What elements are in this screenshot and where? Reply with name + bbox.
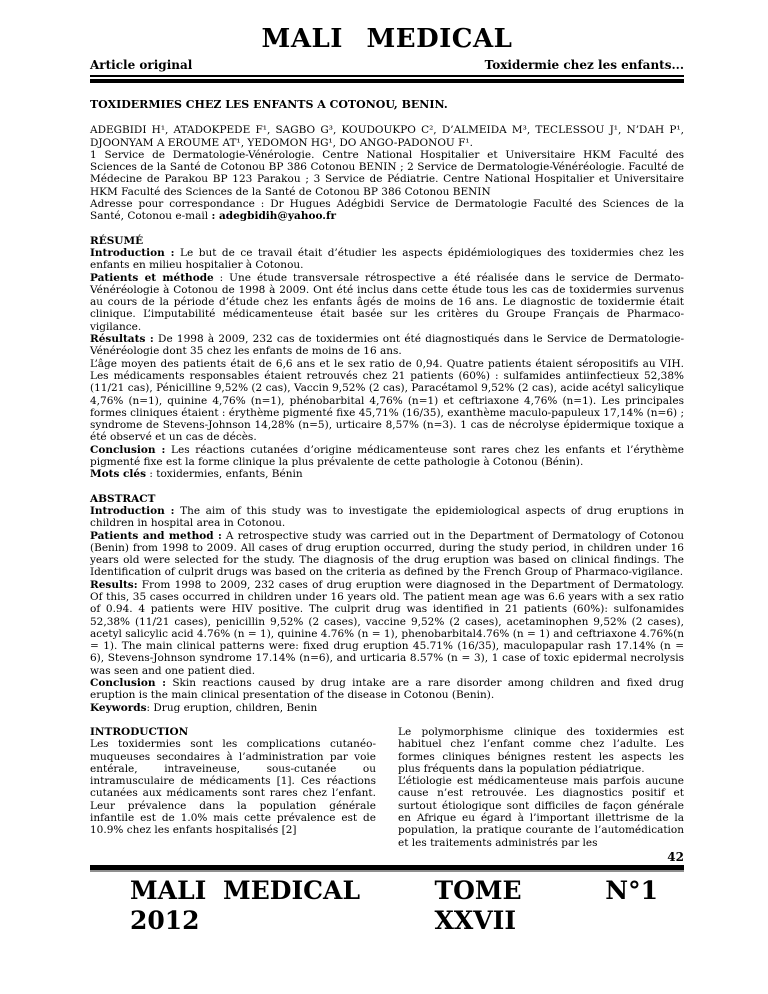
paragraph-label: Mots clés bbox=[90, 468, 147, 481]
paragraph-text: : toxidermies, enfants, Bénin bbox=[146, 468, 303, 481]
article-title: TOXIDERMIES CHEZ LES ENFANTS A COTONOU, BENIN. bbox=[90, 98, 448, 111]
paragraph-text: Skin reactions caused by drug intake are a rare disorder among children and fixed drug eruption is the main clinical presentation of the disease in Cotonou (Benin). bbox=[90, 677, 684, 702]
footer-double-rule bbox=[90, 865, 684, 872]
paragraph-label: Keywords bbox=[90, 701, 147, 714]
abstract-heading: ABSTRACT bbox=[90, 492, 156, 505]
abstract-paragraph-conclusion bbox=[90, 677, 684, 702]
paragraph-text: : Drug eruption, children, Benin bbox=[146, 701, 318, 714]
resume-paragraph-mots-cles bbox=[90, 468, 684, 480]
paragraph-label: Résultats : bbox=[90, 333, 154, 346]
rule-thick bbox=[90, 79, 684, 83]
header-double-rule bbox=[90, 75, 684, 83]
correspondence-text: Adresse pour correspondance : Dr Hugues Adégbidi Service de Dermatologie Faculté des Sciences de la Santé, Cotonou e-mail bbox=[90, 198, 684, 223]
affiliations: 1 Service de Dermatologie-Vénérologie. Centre National Hospitalier et Universitaire HKM Faculté des Sciences de la Santé de Cotonou BP 386 Cotonou BENIN ; 2 Service de Dermatologie-Vénéréologie. Faculté de Médecine de Parakou BP 123 Parakou ; 3 Service de Pédiatrie. Centre National Hospitalier et Universitaire HKM Faculté des Sciences de la Santé de Cotonou BP 386 Cotonou BENIN bbox=[90, 148, 684, 198]
article-type-label: Article original bbox=[90, 58, 193, 72]
page-header bbox=[90, 24, 684, 83]
paragraph-text: A retrospective study was carried out in the Department of Dermatology of Cotonou (Benin) from 1998 to 2009. All cases of drug eruption occurred, during the study period, in children under 16 years old were selected for the study. The diagnosis of the drug eruption was based on clinical findings. The Identification of culprit drugs was based on the criteria as defined by the French Group of Pharmaco-vigilance. bbox=[90, 529, 684, 579]
header-topline bbox=[90, 58, 684, 72]
resume-paragraph-conclusion bbox=[90, 444, 684, 469]
paragraph-label: Introduction : bbox=[90, 504, 175, 517]
paragraph-text: De 1998 à 2009, 232 cas de toxidermies ont été diagnostiqués dans le Service de Dermatologie-Vénéréologie dont 35 chez les enfants de moins de 16 ans. bbox=[90, 333, 684, 358]
introduction-right-paragraph-2: L’étiologie est médicamenteuse mais parfois aucune cause n’est retrouvée. Les diagnostics positif et surtout étiologique sont difficiles de façon générale en Afrique eu égard à l’important illettrisme de la population, la pratique courante de l’automédication et les traitements administrés par les bbox=[398, 775, 684, 849]
abstract-paragraph-keywords bbox=[90, 702, 684, 714]
paragraph-text: Les réactions cutanées d’origine médicamenteuse sont rares chez les enfants et l’érythème pigmenté fixe est la forme clinique la plus prévalente de cette pathologie à Cotonou (Bénin). bbox=[90, 443, 684, 469]
introduction-right-paragraph-1: Le polymorphisme clinique des toxidermies est habituel chez l’enfant comme chez l’adulte. Les formes cliniques bénignes restent les aspects les plus fréquents dans la population pédiatrique. bbox=[398, 725, 684, 775]
footer-tome: TOME XXVII bbox=[434, 875, 522, 935]
left-column bbox=[90, 714, 376, 849]
paragraph-label: Patients et méthode bbox=[90, 271, 214, 284]
introduction-left-paragraph: Les toxidermies sont les complications cutanéo-muqueuses secondaires à l’administration par voie entérale, intraveineuse, sous-cutanée ou intramusculaire de médicaments [1]. Ces réactions cutanées aux médicaments sont rares chez l’enfant. Leur prévalence dans la population générale infantile est de 1.0% mais cette prévalence est de 10.9% chez les enfants hospitalisés [2] bbox=[90, 738, 376, 837]
footer-journal: MALI MEDICAL 2012 bbox=[130, 875, 361, 935]
paragraph-label: Results: bbox=[90, 578, 138, 591]
footer-numero: N°1 bbox=[605, 875, 658, 905]
paragraph-text: From 1998 to 2009, 232 cases of drug eruption were diagnosed in the Department of Dermatology. Of this, 35 cases occurred in children under 16 years old. The patient mean age was 6.6 years with a sex ratio of 0.94. 4 patients were HIV positive. The culprit drug was identified in 21 patients (60%): sulfonamides 52,38% (11/21 cases), penicillin 9,52% (2 cases), vaccine 9,52% (2 cases), acetaminophen 9,52% (2 cases), acetyl salicylic acid 4.76% (n = 1), quinine 4.76% (n = 1), phenobarbital4.76% (n = 1) and ceftriaxone 4.76%(n = 1). The main clinical patterns were: fixed drug eruption 45.71% (16/35), maculopapular rash 17.14% (n = 6), Stevens-Johnson syndrome 17.14% (n=6), and urticaria 8.57% (n = 3), 1 case of toxic epidermal necrolysis was seen and one patient died. bbox=[90, 578, 684, 677]
paragraph-text: L’âge moyen des patients était de 6,6 ans et le sex ratio de 0,94. Quatre patients étaient séropositifs au VIH. Les médicaments responsables étaient retrouvés chez 21 patients (60%) : sulfamides antiinfectieux 52,38% (11/21 cas), Pénicilline 9,52% (2 cas), Vaccin 9,52% (2 cas), Paracétamol 9,52% (2 cas), acide acétyl salicylique 4,76% (n=1), quinine 4,76% (n=1), phénobarbital 4,76% (n=1) et ceftriaxone 4,76% (n=1). Les principales formes cliniques étaient : érythème pigmenté fixe 45,71% (16/35), exanthème maculo-papuleux 17,14% (n=6) ; syndrome de Stevens-Johnson 14,28% (n=5), urticaire 8,57% (n=3). 1 cas de nécrolyse épidermique toxique a été observé et un cas de décès. bbox=[90, 357, 684, 444]
right-column bbox=[398, 714, 684, 849]
paragraph-text: The aim of this study was to investigate the epidemiological aspects of drug eruptions in children in hospital area in Cotonou. bbox=[90, 504, 684, 530]
authors-line: ADEGBIDI H¹, ATADOKPEDE F¹, SAGBO G³, KOUDOUKPO C², D’ALMEIDA M³, TECLESSOU J¹, N’DAH P¹, DJOONYAM A EROUME AT¹, YEDOMON HG¹, DO ANGO-PADONOU F¹. bbox=[90, 124, 684, 149]
paragraph-label: Conclusion : bbox=[90, 677, 167, 690]
correspondence-email: : adegbidih@yahoo.fr bbox=[211, 210, 336, 223]
paragraph-label: Conclusion : bbox=[90, 443, 166, 456]
introduction-heading: INTRODUCTION bbox=[90, 725, 189, 738]
abstract-paragraph-results bbox=[90, 579, 684, 677]
paragraph-text: : Une étude transversale rétrospective a été réalisée dans le service de Dermato-Vénéréologie à Cotonou de 1998 à 2009. Ont été inclus dans cette étude tous les cas de toxidermies survenus au cours de la période d’étude chez les enfants âgés de moins de 16 ans. Le diagnostic de toxidermie était clinique. L’imputabilité médicamenteuse était basée sur les critères du Groupe Français de Pharmaco-vigilance. bbox=[90, 271, 684, 333]
running-title: Toxidermie chez les enfants... bbox=[484, 58, 684, 72]
two-column-section bbox=[90, 714, 684, 849]
correspondence-line bbox=[90, 198, 684, 223]
paragraph-label: Patients and method : bbox=[90, 529, 222, 542]
footer-line bbox=[90, 872, 684, 936]
journal-title: MALI MEDICAL bbox=[261, 24, 513, 54]
resume-paragraph-resultats-suite bbox=[90, 358, 684, 444]
page-number: 42 bbox=[667, 849, 684, 864]
resume-heading: RÉSUMÉ bbox=[90, 234, 144, 247]
abstract-paragraph-method bbox=[90, 530, 684, 579]
paragraph-text: Le but de ce travail était d’étudier les aspects épidémiologiques des toxidermies chez les enfants en milieu hospitalier à Cotonou. bbox=[90, 246, 684, 272]
resume-paragraph-methode bbox=[90, 272, 684, 333]
paragraph-label: Introduction : bbox=[90, 246, 175, 259]
abstract-paragraph-introduction bbox=[90, 505, 684, 530]
resume-paragraph-resultats bbox=[90, 333, 684, 358]
resume-paragraph-introduction bbox=[90, 247, 684, 272]
